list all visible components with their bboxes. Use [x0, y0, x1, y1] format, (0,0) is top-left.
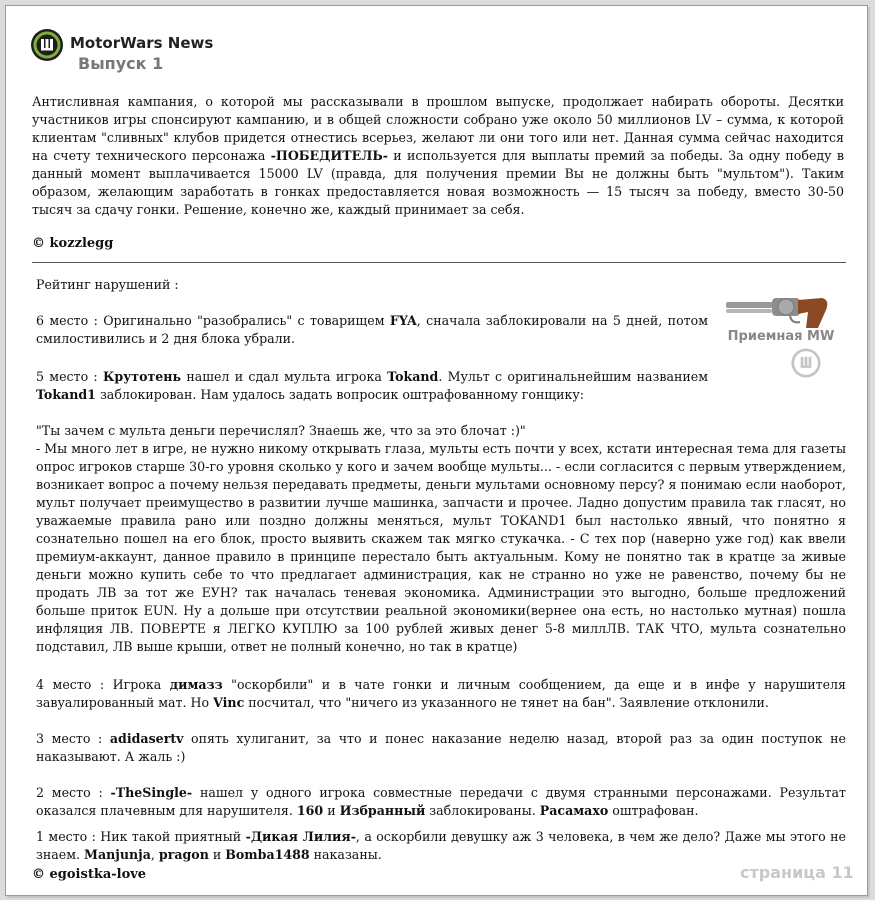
revolver-icon — [726, 292, 836, 332]
divider — [32, 262, 846, 263]
page-number: страница 11 — [740, 863, 854, 882]
motorwars-logo-icon — [30, 28, 64, 62]
player-name: Крутотень — [102, 369, 182, 384]
player-name: 160 — [296, 803, 324, 818]
player-name: FYA — [389, 313, 417, 328]
brand-title: MotorWars News — [70, 34, 214, 52]
player-name: -Дикая Лилия- — [245, 829, 356, 844]
player-name: pragon — [158, 847, 209, 862]
player-name: Избранный — [339, 803, 426, 818]
motorwars-watermark-icon — [791, 348, 821, 378]
player-name: димазз — [169, 677, 223, 692]
interview-answer: - Мы много лет в игре, не нужно никому открывать глаза, мульты есть почти у всех, кстати интересная тема для газеты опрос игроков старше 30-го уровня сколько у кого и зачем вообще мульты... - если согласится с первым утверждением, возникает вопрос а почему нельзя передавать предметы, деньги мультами основному персу? я понимаю если наоборот, мульт получает преимущество в развитии лучше машинка, запчасти и прочее. Ладно допустим правила так гласят, но уважаемые правила рано или поздно должны меняться, мульт TOKAND1 был настолько явный, что понятно я сознательно пошел на его блок, просто выявить скажем так мягко стукачка. - С тех пор (наверно уже год) как ввели премиум-аккаунт, данное правило в принципе перестало быть актуальным. Кому не понятно так в кратце за живые деньги можно купить себе то что предлагает администрация, как не странно но уже не равенство, почему бы не продать ЛВ за тот же ЕУН? так началась теневая экономика. Администрации это выгодно, больше предложений больше приток EUN. Ну а дольше при отсутствии реальной экономики(вернее она есть, но настолько мутная) пошла инфляция ЛВ. ПОВЕРТЕ я ЛЕГКО КУПЛЮ за 100 рублей живых денег 5-8 миллЛВ. ТАК ЧТО, мульта сознательно подставил, ЛВ выше крыши, ответ не полный конечно, но так в кратце) — [36, 441, 846, 654]
author-signature: © egoistka-love — [32, 867, 147, 882]
player-name: Tokand — [387, 369, 439, 384]
player-name: Расамахо — [539, 803, 609, 818]
player-name: -TheSingle- — [110, 785, 193, 800]
player-name: Vinc — [213, 695, 245, 710]
author-signature: © kozzlegg — [32, 236, 114, 251]
issue-number: Выпуск 1 — [78, 54, 164, 73]
rating-item-6: 6 место : Оригинально "разобрались" с товарищем FYA, сначала заблокировали на 5 дней, потом смилостивились и 2 дня блока убрали. — [36, 313, 709, 346]
reception-banner[interactable] — [716, 290, 846, 382]
player-name: Bomba1488 — [225, 847, 310, 862]
newsletter-page — [5, 5, 868, 896]
player-name: adidasertv — [109, 731, 184, 746]
section-title: Рейтинг нарушений : — [36, 277, 179, 292]
reception-label: Приемная MW — [727, 329, 835, 344]
player-name: Manjunja — [84, 847, 151, 862]
player-name: Tokand1 — [36, 387, 96, 402]
rating-item-5: 5 место : Крутотень нашел и сдал мульта игрока Tokand. Мульт с оригинальнейшим названием Tokand1 заблокирован. Нам удалось задать вопросик оштрафованному гонщику: — [36, 369, 708, 402]
rating-item-5-interview — [36, 422, 846, 656]
rating-item-4: 4 место : Игрока димазз "оскорбили" и в чате гонки и личным сообщением, да еще и в инфе у нарушителя завуалированный мат. Но Vinc посчитал, что "ничего из указанного не тянет на бан". Заявление отклонили. — [36, 677, 846, 710]
rating-item-3: 3 место : adidasertv опять хулиганит, за что и понес наказание неделю назад, второй раз за один поступок не наказывают. А жаль :) — [36, 731, 846, 764]
rating-item-1: 1 место : Ник такой приятный -Дикая Лилия-, а оскорбили девушку аж 3 человека, в чем же дело? Даже мы этого не знаем. Manjunja, pragon и Bomba1488 наказаны. — [36, 829, 846, 862]
character-name: -ПОБЕДИТЕЛЬ- — [270, 148, 388, 163]
interview-question: "Ты зачем с мульта деньги перечислял? Знаешь же, что за это блочат :)" — [36, 423, 526, 438]
intro-paragraph: Антисливная кампания, о которой мы рассказывали в прошлом выпуске, продолжает набирать обороты. Десятки участников игры спонсируют кампанию, и в общей сложности собрано уже около 50 миллионов LV – сумма, к которой клиентам "сливных" клубов придется отнестись всерьез, желают ли они того или нет. Данная сумма сейчас находится на счету технического персонажа -ПОБЕДИТЕЛЬ- и используется для выплаты премий за победы. За одну победу в данный момент выплачивается 15000 LV (правда, для получения премии Вы не должны быть "мультом"). Таким образом, желающим заработать в гонках предоставляется новая возможность — 15 тысяч за победу, вместо 30-50 тысяч за сдачу гонки. Решение, конечно же, каждый принимает за себя. — [32, 94, 844, 217]
rating-item-2: 2 место : -TheSingle- нашел у одного игрока совместные передачи с двумя странными персонажами. Результат оказался плачевным для нарушителя. 160 и Избранный заблокированы. Расамахо оштрафован. — [36, 785, 846, 818]
